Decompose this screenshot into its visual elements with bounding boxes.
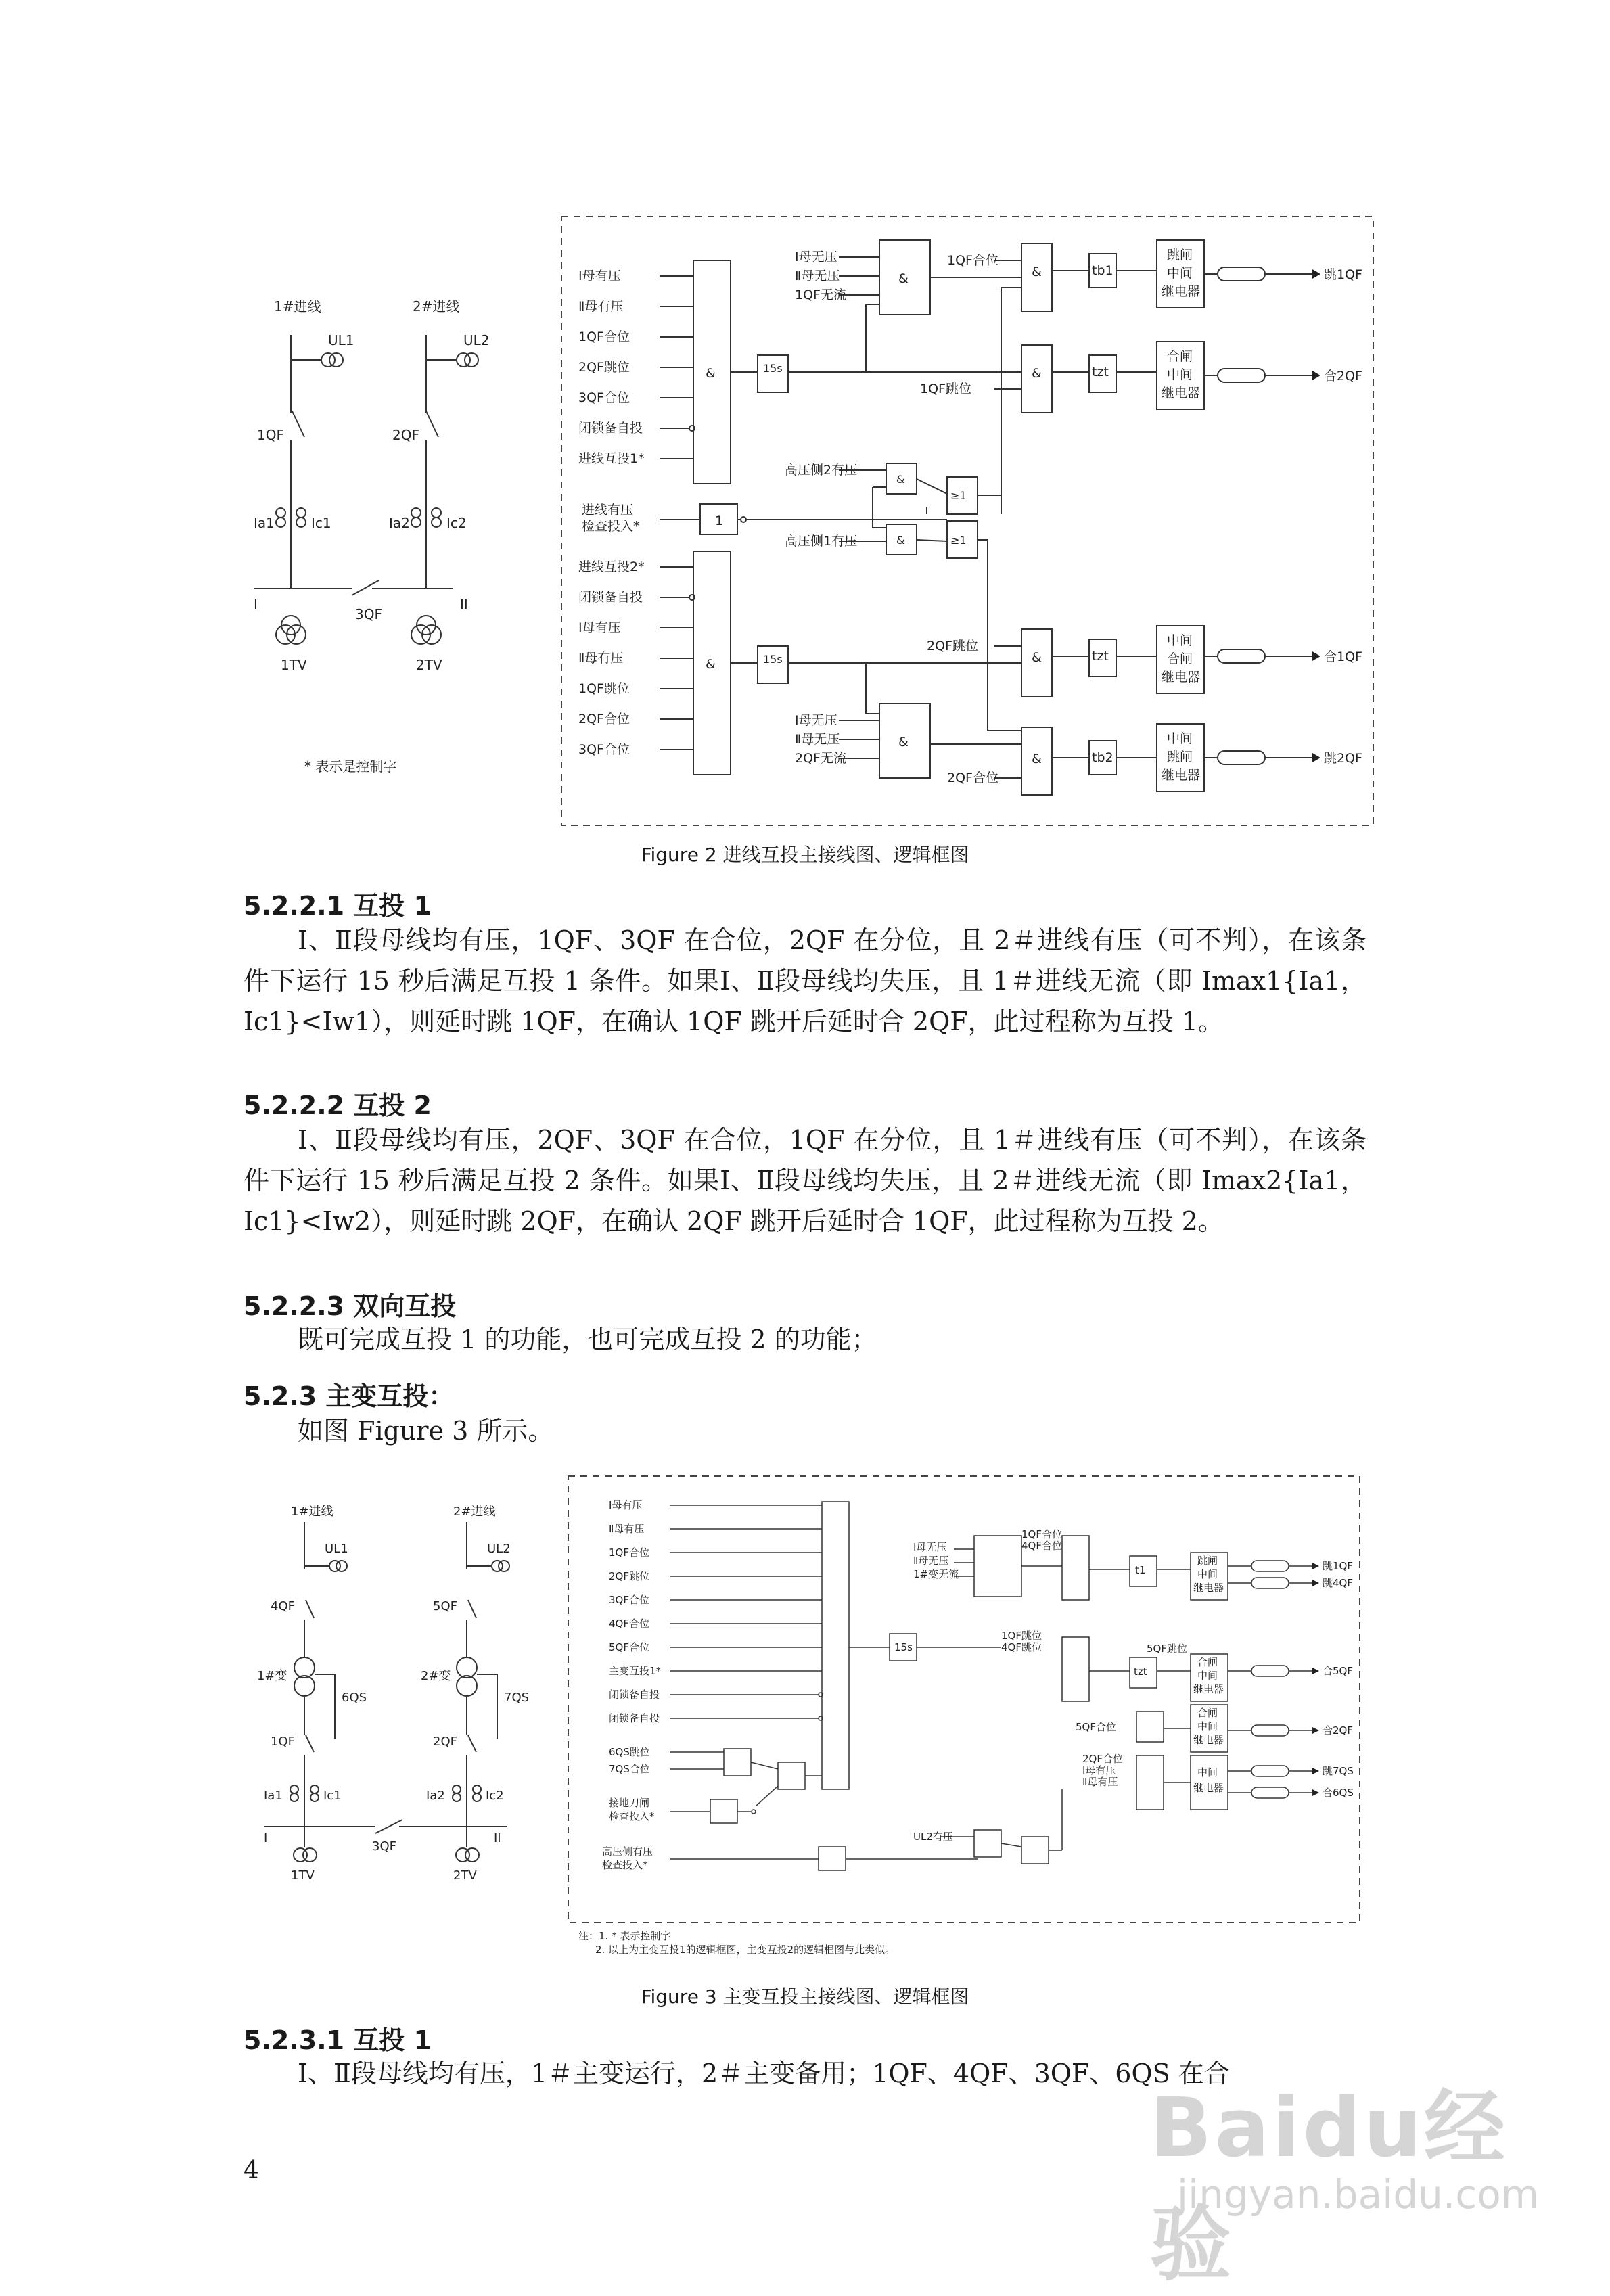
figure-2-logic-lines <box>660 240 1312 795</box>
label-ul1: UL1 <box>328 332 354 348</box>
f3-ic1: Ic1 <box>323 1789 342 1803</box>
output-2: 合1QF <box>1324 649 1362 664</box>
timer-tb1: tb1 <box>1092 263 1113 278</box>
and-close-2qf: & <box>1032 366 1042 381</box>
para-5-2-2-2: Ⅰ、Ⅱ段母线均有压，2QF、3QF 在合位，1QF 在分位，且 1＃进线有压（可不判），在该条件下运行 15 秒后满足互投 2 条件。如果Ⅰ、Ⅱ段母线均失压，且 2＃进线无流（即 Imax2{Ia1，Ic1}<Iw2），则延时跳 2QF，在确认 2QF 跳开后延时合 1QF，此过程称为互投 2。 <box>244 1125 1366 1236</box>
figure-3-caption: Figure 3 主变互投主接线图、逻辑框图 <box>641 1985 969 2008</box>
bottom-input-6: 3QF合位 <box>578 742 630 757</box>
f3-note-1: 2. 以上为主变互投1的逻辑框图，主变互投2的逻辑框图与此类似。 <box>595 1944 896 1956</box>
f3-3qf: 3QF <box>372 1839 396 1854</box>
bottom-input-2: Ⅰ母有压 <box>578 620 621 635</box>
f3-note-0: 注：1. * 表示控制字 <box>578 1930 671 1942</box>
f3-relay-0-l2: 继电器 <box>1193 1582 1224 1594</box>
timer-tzt-2: tzt <box>1092 649 1109 664</box>
top-input-0: Ⅰ母有压 <box>578 269 621 283</box>
f3-output-5: 合6QS <box>1322 1787 1354 1799</box>
note-control-word: * 表示是控制字 <box>304 758 397 775</box>
top-cond-and: & <box>898 271 908 286</box>
figure-2-caption: Figure 2 进线互投主接线图、逻辑框图 <box>641 844 969 866</box>
figure-2 <box>244 210 1380 832</box>
big-and-bottom: & <box>706 657 716 672</box>
timer-15s-top: 15s <box>763 362 783 375</box>
output-1: 合2QF <box>1324 369 1362 384</box>
f3-relay-0-l0: 跳闸 <box>1197 1555 1218 1567</box>
f3-ground-b: 检查投入* <box>609 1810 655 1822</box>
f3-output-1: 跳4QF <box>1322 1577 1353 1589</box>
bottom-input-3: Ⅱ母有压 <box>578 651 624 666</box>
and-trip-2qf: & <box>1032 752 1042 766</box>
f3-sig-c-0: 2QF合位 <box>1082 1753 1123 1765</box>
f3-input-10: 6QS跳位 <box>609 1746 650 1758</box>
bottom-cond-2: 2QF无流 <box>795 751 846 766</box>
big-and-top: & <box>706 366 716 381</box>
bottom-cond-0: Ⅰ母无压 <box>795 713 837 728</box>
f3-relay-1-l1: 中间 <box>1197 1670 1218 1682</box>
label-ic2: Ic2 <box>446 515 467 531</box>
figure-3-logic-labels <box>578 1499 1354 1956</box>
f3-input-1: Ⅱ母有压 <box>609 1523 645 1535</box>
watermark-brand: Baidu经验 <box>1150 2082 1508 2292</box>
f3-output-3: 合2QF <box>1322 1724 1353 1737</box>
figure-3-single-line <box>264 1522 509 1862</box>
figure-2-single-line <box>254 335 478 644</box>
f3-2tv: 2TV <box>453 1868 477 1883</box>
sig-1qf-close: 1QF合位 <box>947 253 998 268</box>
f3-5qf-close: 5QF合位 <box>1076 1721 1116 1733</box>
f3-input-0: Ⅰ母有压 <box>609 1499 643 1511</box>
f3-relay-3-l0: 中间 <box>1197 1766 1218 1778</box>
f3-input-11: 7QS合位 <box>609 1763 650 1775</box>
label-line2: 2#进线 <box>413 298 460 315</box>
f3-5qf-trip: 5QF跳位 <box>1147 1643 1187 1655</box>
f3-relay-0-l1: 中间 <box>1197 1568 1218 1580</box>
watermark-url: jingyan.baidu.com <box>1177 2172 1540 2218</box>
para-5-2-2-3: 既可完成互投 1 的功能，也可完成互投 2 的功能； <box>298 1325 877 1354</box>
f3-input-3: 2QF跳位 <box>609 1570 649 1582</box>
relay-1-l1: 中间 <box>1167 367 1193 382</box>
f3-input-9: 闭锁备自投 <box>609 1712 660 1724</box>
watermark <box>1150 2063 1569 2292</box>
top-input-2: 1QF合位 <box>578 329 630 344</box>
f3-cond-0: Ⅰ母无压 <box>913 1541 947 1553</box>
f3-relay-1-l2: 继电器 <box>1193 1683 1224 1695</box>
f3-ground-a: 接地刀闸 <box>609 1797 650 1809</box>
page-number: 4 <box>244 2157 259 2184</box>
top-input-3: 2QF跳位 <box>578 360 630 375</box>
f3-line2: 2#进线 <box>453 1505 496 1519</box>
heading-5-2-2-2: 5.2.2.2 互投 2 <box>244 1090 432 1120</box>
bottom-input-0: 进线互投2* <box>578 559 645 574</box>
f3-hv-a: 高压侧有压 <box>602 1845 653 1858</box>
f3-ia1: Ia1 <box>264 1789 283 1803</box>
f3-output-0: 跳1QF <box>1322 1560 1353 1572</box>
figure-3-arrowheads <box>1312 1563 1319 1796</box>
label-line1: 1#进线 <box>274 298 321 315</box>
f3-bus2: II <box>494 1831 501 1845</box>
heading-5-2-2-3: 5.2.2.3 双向互投 <box>244 1291 457 1321</box>
f3-ul2: UL2有压 <box>913 1831 953 1843</box>
hv2-and: & <box>896 473 905 486</box>
f3-relay-2-l0: 合闸 <box>1197 1707 1218 1719</box>
relay-0-l0: 跳闸 <box>1167 248 1193 262</box>
bottom-cond-and: & <box>898 735 908 750</box>
f3-ul1: UL1 <box>325 1542 348 1556</box>
f3-line1: 1#进线 <box>291 1505 334 1519</box>
f3-output-4: 跳7QS <box>1322 1765 1354 1777</box>
top-input-6: 进线互投1* <box>578 451 645 466</box>
sig-2qf-close: 2QF合位 <box>947 771 998 785</box>
top-cond-0: Ⅰ母无压 <box>795 250 837 265</box>
label-ul2: UL2 <box>463 332 490 348</box>
output-0: 跳1QF <box>1324 267 1362 282</box>
top-input-4: 3QF合位 <box>578 390 630 405</box>
label-bus2: II <box>460 596 468 612</box>
sig-2qf-trip: 2QF跳位 <box>927 639 978 653</box>
timer-15s-bottom: 15s <box>763 653 783 666</box>
f3-hv-b: 检查投入* <box>602 1859 648 1871</box>
figure-2-logic-labels <box>578 248 1362 785</box>
relay-1-l0: 合闸 <box>1167 349 1193 364</box>
para-5-2-3-1: Ⅰ、Ⅱ段母线均有压，1＃主变运行，2＃主变备用；1QF、4QF、3QF、6QS 在合 <box>298 2059 1230 2088</box>
mid-input-b: 检查投入* <box>582 519 640 534</box>
top-cond-1: Ⅱ母无压 <box>795 269 840 283</box>
figure-2-arrowheads <box>1312 269 1320 762</box>
sig-1qf-trip: 1QF跳位 <box>920 382 971 396</box>
heading-5-2-3: 5.2.3 主变互投： <box>244 1381 455 1411</box>
relay-3-l1: 跳闸 <box>1167 750 1193 764</box>
f3-relay-2-l1: 中间 <box>1197 1720 1218 1732</box>
or-gate-top: ≥1 <box>950 489 967 502</box>
or-gate-bottom: ≥1 <box>950 534 967 547</box>
f3-t1: 1#变 <box>257 1669 288 1683</box>
f3-cond-1: Ⅱ母无压 <box>913 1555 949 1567</box>
f3-sig-a-1: 4QF合位 <box>1021 1540 1062 1552</box>
label-1tv: 1TV <box>281 657 307 673</box>
f3-sig-c-1: Ⅰ母有压 <box>1082 1764 1116 1776</box>
relay-0-l1: 中间 <box>1167 266 1193 281</box>
para-5-2-2-1: Ⅰ、Ⅱ段母线均有压，1QF、3QF 在合位，2QF 在分位，且 2＃进线有压（可不判），在该条件下运行 15 秒后满足互投 1 条件。如果Ⅰ、Ⅱ段母线均失压，且 1＃进线无流（即 Imax1{Ia1，Ic1}<Iw1），则延时跳 1QF，在确认 1QF 跳开后延时合 2QF，此过程称为互投 1。 <box>244 925 1366 1036</box>
mid-input-a: 进线有压 <box>582 503 634 518</box>
f3-sig-c-2: Ⅱ母有压 <box>1082 1776 1118 1788</box>
f3-logic-frame <box>568 1476 1360 1923</box>
f3-ul2: UL2 <box>487 1542 511 1556</box>
hv1-label: 高压侧1有压 <box>785 534 858 549</box>
f3-input-7: 主变互投1* <box>609 1665 662 1677</box>
output-3: 跳2QF <box>1324 751 1362 766</box>
f3-4qf: 4QF <box>271 1599 295 1613</box>
f3-relay-3-l1: 继电器 <box>1193 1782 1224 1794</box>
f3-cond-2: 1#变无流 <box>913 1568 959 1580</box>
f3-output-2: 合5QF <box>1322 1665 1353 1677</box>
f3-sig-b-0: 1QF跳位 <box>1001 1630 1042 1642</box>
relay-0-l2: 继电器 <box>1162 284 1201 299</box>
hv1-and: & <box>896 534 905 547</box>
not-gate: 1 <box>715 513 724 528</box>
f3-timer-tzt: tzt <box>1134 1666 1147 1678</box>
figure-2-single-line-labels <box>254 298 490 775</box>
bottom-input-5: 2QF合位 <box>578 712 630 727</box>
f3-t2: 2#变 <box>421 1669 451 1683</box>
f3-sig-a-0: 1QF合位 <box>1021 1528 1062 1540</box>
and-trip-1qf: & <box>1032 265 1042 279</box>
f3-6qs: 6QS <box>342 1691 367 1705</box>
f3-bus1: I <box>264 1831 268 1845</box>
f3-5qf: 5QF <box>433 1599 457 1613</box>
relay-1-l2: 继电器 <box>1162 386 1201 400</box>
top-cond-2: 1QF无流 <box>795 288 846 302</box>
bottom-input-1: 闭锁备自投 <box>578 590 643 605</box>
f3-sig-b-1: 4QF跳位 <box>1001 1641 1042 1653</box>
heading-5-2-3-1: 5.2.3.1 互投 1 <box>244 2025 432 2055</box>
f3-ia2: Ia2 <box>426 1789 445 1803</box>
figure-2-drawing <box>244 210 1380 832</box>
timer-tzt-1: tzt <box>1092 365 1109 380</box>
relay-3-l0: 中间 <box>1167 731 1193 746</box>
timer-tb2: tb2 <box>1092 750 1113 765</box>
f3-1tv: 1TV <box>291 1868 315 1883</box>
and-close-1qf: & <box>1032 650 1042 665</box>
label-ia1: Ia1 <box>254 515 275 531</box>
label-2tv: 2TV <box>416 657 442 673</box>
f3-relay-1-l0: 合闸 <box>1197 1656 1218 1668</box>
f3-2qf: 2QF <box>433 1735 457 1749</box>
para-5-2-3: 如图 Figure 3 所示。 <box>298 1416 554 1446</box>
figure-3 <box>244 1468 1380 1962</box>
f3-relay-2-l2: 继电器 <box>1193 1734 1224 1746</box>
label-ia2: Ia2 <box>389 515 410 531</box>
figure-3-drawing <box>244 1468 1380 1962</box>
label-bus1: I <box>254 596 258 612</box>
relay-2-l1: 合闸 <box>1167 651 1193 666</box>
f3-7qs: 7QS <box>504 1691 530 1705</box>
heading-5-2-2-1: 5.2.2.1 互投 1 <box>244 891 432 921</box>
top-input-5: 闭锁备自投 <box>578 421 643 436</box>
relay-2-l0: 中间 <box>1167 633 1193 648</box>
bottom-cond-1: Ⅱ母无压 <box>795 732 840 747</box>
relay-3-l2: 继电器 <box>1162 768 1201 783</box>
f3-input-2: 1QF合位 <box>609 1546 649 1559</box>
f3-input-5: 4QF合位 <box>609 1617 649 1630</box>
f3-ic2: Ic2 <box>486 1789 504 1803</box>
f3-timer-t1: t1 <box>1135 1564 1146 1576</box>
label-ic1: Ic1 <box>311 515 331 531</box>
bottom-input-4: 1QF跳位 <box>578 681 630 696</box>
label-1qf: 1QF <box>257 427 284 443</box>
f3-1qf: 1QF <box>271 1735 295 1749</box>
label-2qf: 2QF <box>392 427 419 443</box>
top-input-1: Ⅱ母有压 <box>578 299 624 314</box>
relay-2-l2: 继电器 <box>1162 670 1201 685</box>
f3-input-8: 闭锁备自投 <box>609 1689 660 1701</box>
label-3qf: 3QF <box>355 606 382 622</box>
f3-input-4: 3QF合位 <box>609 1594 649 1606</box>
hv2-label: 高压侧2有压 <box>785 463 858 478</box>
f3-input-6: 5QF合位 <box>609 1641 649 1653</box>
f3-timer-15s: 15s <box>894 1641 913 1653</box>
